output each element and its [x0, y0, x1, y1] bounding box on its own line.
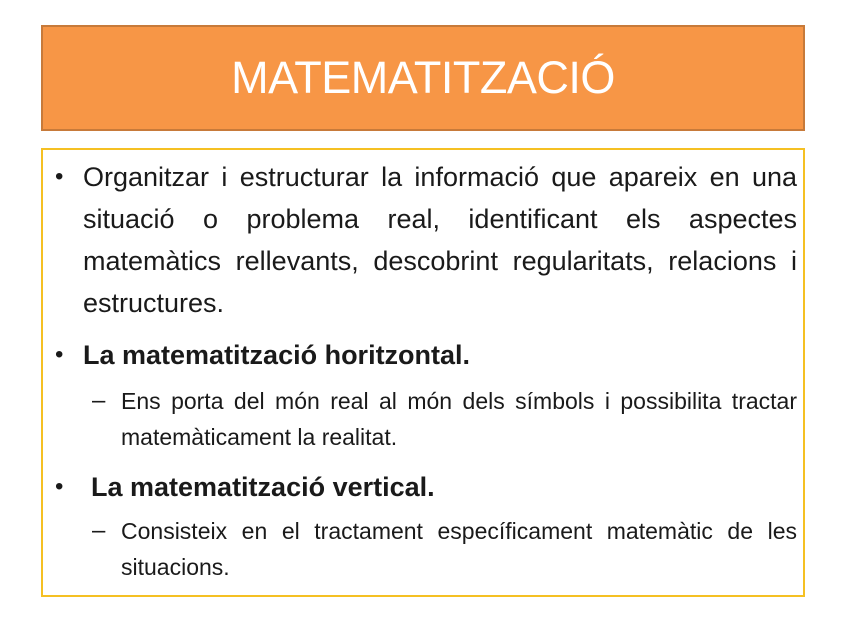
- bullet-text-1: Organitzar i estructurar la informació que apareix en una situació o problema real, identificant els aspectes matemàtics rellevants, descobrint regularitats, relacions i estructures.: [83, 162, 797, 318]
- bullet-marker-2: •: [55, 341, 64, 368]
- sub-bullet-marker-1: –: [92, 387, 106, 414]
- sub-bullet-marker-2: –: [92, 517, 106, 544]
- bullet-heading-vertical: La matematització vertical.: [91, 472, 435, 502]
- sub-bullet-text-horizontal: Ens porta del món real al món dels símbols i possibilita tractar matemàticament la realitat.: [121, 388, 797, 450]
- bullet-heading-horizontal: La matematització horitzontal.: [83, 340, 471, 370]
- slide-title: MATEMATITZACIÓ: [231, 52, 615, 103]
- bullet-marker-3: •: [55, 473, 64, 500]
- bullet-marker-1: •: [55, 163, 64, 190]
- title-banner: [41, 25, 805, 131]
- sub-bullet-text-vertical: Consisteix en el tractament específicament matemàtic de les situacions.: [121, 518, 797, 580]
